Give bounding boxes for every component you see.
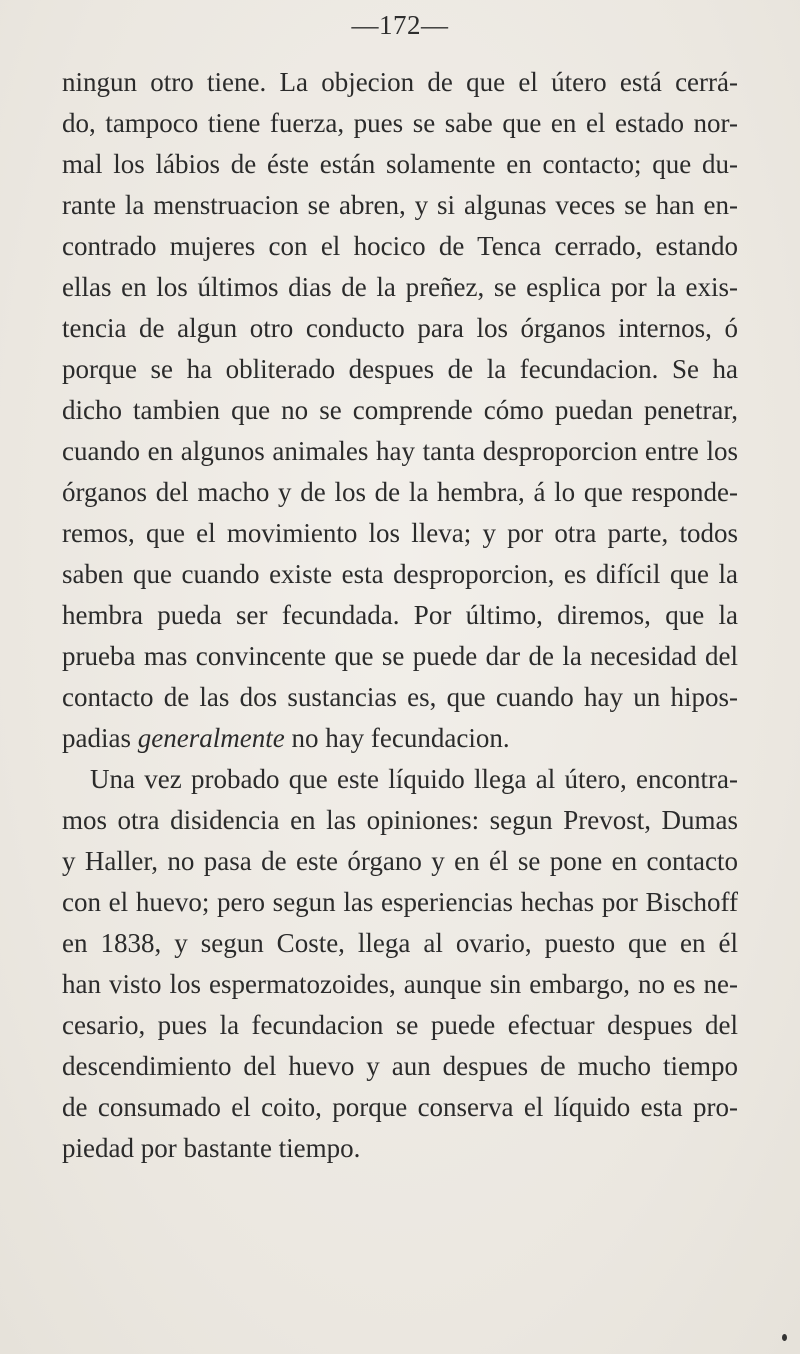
- text-line: contrado mujeres con el hocico de Tenca cerrado, estando: [62, 231, 738, 261]
- text-line: de consumado el coito, porque conserva el líquido esta pro-: [62, 1092, 738, 1122]
- ink-speck: [782, 1334, 787, 1341]
- text-line: ellas en los últimos dias de la preñez, se esplica por la exis-: [62, 272, 738, 302]
- text-line: remos, que el movimiento los lleva; y por otra parte, todos: [62, 518, 738, 548]
- text-line: hembra pueda ser fecundada. Por último, diremos, que la: [62, 600, 738, 630]
- text-line: mos otra disidencia en las opiniones: segun Prevost, Dumas: [62, 805, 738, 835]
- text-line: saben que cuando existe esta desproporcion, es difícil que la: [62, 559, 738, 589]
- text-segment: no hay fecundacion.: [291, 723, 510, 753]
- text-line: rante la menstruacion se abren, y si algunas veces se han en-: [62, 190, 738, 220]
- text-line: ningun otro tiene. La objecion de que el útero está cerrá-: [62, 67, 738, 97]
- text-segment: padias: [62, 723, 131, 753]
- italic-word: generalmente: [137, 723, 285, 753]
- text-line-last: piedad por bastante tiempo.: [62, 1133, 361, 1163]
- text-line-with-italic: [62, 718, 738, 759]
- text-line: descendimiento del huevo y aun despues de mucho tiempo: [62, 1051, 738, 1081]
- text-line: han visto los espermatozoides, aunque sin embargo, no es ne-: [62, 969, 738, 999]
- text-line: y Haller, no pasa de este órgano y en él se pone en contacto: [62, 846, 738, 876]
- text-line: cesario, pues la fecundacion se puede efectuar despues del: [62, 1010, 738, 1040]
- text-line: cuando en algunos animales hay tanta desproporcion entre los: [62, 436, 738, 466]
- body-text: [62, 62, 738, 1169]
- paragraph-first-line: Una vez probado que este líquido llega al útero, encontra-: [90, 764, 738, 794]
- text-line: dicho tambien que no se comprende cómo puedan penetrar,: [62, 395, 738, 425]
- text-line: con el huevo; pero segun las esperiencias hechas por Bischoff: [62, 887, 738, 917]
- text-line: porque se ha obliterado despues de la fecundacion. Se ha: [62, 354, 738, 384]
- text-line: contacto de las dos sustancias es, que cuando hay un hipos-: [62, 682, 738, 712]
- text-line: mal los lábios de éste están solamente en contacto; que du-: [62, 149, 738, 179]
- text-line: órganos del macho y de los de la hembra, á lo que responde-: [62, 477, 738, 507]
- page-number: —172—: [351, 10, 449, 40]
- text-line: tencia de algun otro conducto para los órganos internos, ó: [62, 313, 738, 343]
- text-line: prueba mas convincente que se puede dar de la necesidad del: [62, 641, 738, 671]
- text-line: do, tampoco tiene fuerza, pues se sabe que en el estado nor-: [62, 108, 738, 138]
- text-line: en 1838, y segun Coste, llega al ovario, puesto que en él: [62, 928, 738, 958]
